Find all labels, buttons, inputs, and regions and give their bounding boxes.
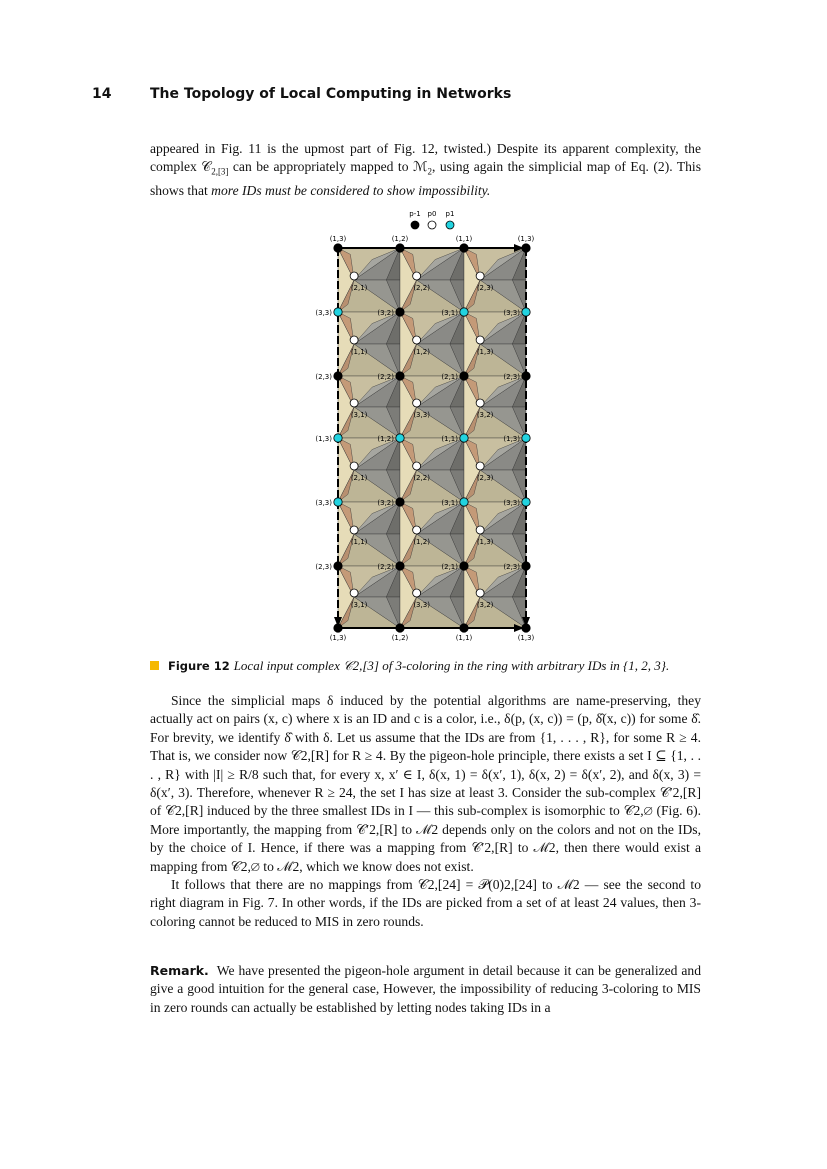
white-vertex [350, 462, 358, 470]
white-vertex [350, 526, 358, 534]
vertex-label: (3,3) [315, 309, 332, 317]
vertex [334, 308, 342, 316]
vertex [522, 308, 530, 316]
white-vertex [350, 272, 358, 280]
legend-label: p0 [427, 210, 437, 218]
vertex [334, 498, 342, 506]
vertex-label: (3,3) [503, 309, 520, 317]
vertex [460, 562, 468, 570]
vertex [522, 434, 530, 442]
white-vertex [413, 526, 421, 534]
vertex-label: (1,3) [329, 235, 347, 243]
vertex [460, 624, 468, 632]
figure-caption [150, 658, 710, 674]
paragraph-top-part2: can be appropriately mapped to ℳ [228, 159, 428, 175]
white-vertex [350, 589, 358, 597]
vertex [460, 434, 468, 442]
running-title: The Topology of Local Computing in Networks [150, 86, 512, 102]
white-vertex [476, 399, 484, 407]
vertex-label: (2,2) [377, 563, 394, 571]
vertex-label: (3,1) [350, 411, 368, 419]
vertex-label: (3,3) [413, 601, 430, 609]
vertex [460, 308, 468, 316]
vertex-label: (1,2) [391, 634, 409, 642]
vertex [396, 562, 404, 570]
vertex-label: (3,1) [350, 601, 368, 609]
vertex-label: (1,2) [377, 435, 394, 443]
vertex-label: (3,2) [377, 499, 394, 507]
legend-dot-icon [446, 221, 454, 229]
vertex-label: (1,3) [329, 634, 347, 642]
vertex-label: (2,2) [377, 373, 394, 381]
vertex [334, 562, 342, 570]
caption-marker-icon [150, 661, 159, 670]
figure-12 [308, 204, 548, 644]
vertex-label: (1,2) [413, 538, 430, 546]
vertex [522, 244, 530, 252]
vertex-label: (3,3) [315, 499, 332, 507]
remark [150, 962, 701, 1017]
white-vertex [413, 589, 421, 597]
vertex-label: (1,3) [503, 435, 520, 443]
paragraph: It follows that there are no mappings from 𝒞2,[24] = 𝒫(0)2,[24] to ℳ2 — see the second to right diagram in Fig. 7. In other words, if the IDs are picked from a set of at least 24 values, then 3-coloring cannot be reduced to MIS in zero rounds. [150, 877, 701, 929]
subscript: 2 [427, 167, 432, 178]
vertex-label: (1,1) [350, 538, 368, 546]
vertex [396, 624, 404, 632]
vertex [396, 434, 404, 442]
vertex-label: (3,2) [377, 309, 394, 317]
remark-text: We have presented the pigeon-hole argument in detail because it can be generalized and give a good intuition for the general case, However, the impossibility of reducing 3-coloring to MIS in zero rounds can actually be established by letting nodes taking IDs in a [150, 963, 701, 1015]
legend-label: p1 [445, 210, 455, 218]
vertex-label: (1,1) [350, 348, 368, 356]
white-vertex [413, 462, 421, 470]
page-number: 14 [92, 86, 112, 102]
vertex [396, 498, 404, 506]
vertex-label: (2,3) [315, 563, 332, 571]
vertex-label: (1,1) [455, 235, 473, 243]
legend-dot-icon [428, 221, 436, 229]
paragraph-main [150, 692, 701, 931]
vertex-label: (2,3) [503, 563, 520, 571]
white-vertex [476, 526, 484, 534]
legend-dot-icon [411, 221, 419, 229]
vertex-label: (2,3) [315, 373, 332, 381]
subscript: 2,[3] [211, 167, 229, 178]
vertex-label: (1,3) [476, 538, 494, 546]
vertex [460, 498, 468, 506]
vertex [334, 372, 342, 380]
white-vertex [476, 336, 484, 344]
vertex-label: (2,3) [503, 373, 520, 381]
vertex-label: (1,1) [455, 634, 473, 642]
paragraph-top-part3: , using again the simplicial map of Eq. (2). This shows that [150, 159, 701, 198]
caption-text: Local input complex 𝒞2,[3] of 3-coloring in the ring with arbitrary IDs in {1, 2, 3}. [233, 658, 670, 673]
white-vertex [413, 336, 421, 344]
white-vertex [350, 336, 358, 344]
white-vertex [413, 272, 421, 280]
vertex-label: (2,3) [476, 284, 494, 292]
vertex [460, 372, 468, 380]
vertex-label: (1,3) [476, 348, 494, 356]
vertex-label: (2,1) [441, 563, 458, 571]
vertex-label: (1,3) [315, 435, 332, 443]
vertex-label: (3,1) [441, 499, 458, 507]
vertex-label: (2,2) [413, 284, 430, 292]
white-vertex [476, 589, 484, 597]
vertex [334, 434, 342, 442]
vertex [396, 308, 404, 316]
vertex-label: (1,3) [517, 634, 535, 642]
vertex-label: (2,1) [350, 474, 368, 482]
white-vertex [476, 462, 484, 470]
vertex-label: (1,3) [517, 235, 535, 243]
caption-label: Figure 12 [168, 659, 230, 673]
vertex [522, 562, 530, 570]
white-vertex [476, 272, 484, 280]
legend [409, 210, 454, 229]
emphasis-text: more IDs must be considered to show impossibility. [211, 182, 491, 198]
vertex-label: (3,3) [503, 499, 520, 507]
vertex-label: (2,2) [413, 474, 430, 482]
vertex [522, 624, 530, 632]
vertex-label: (2,1) [350, 284, 368, 292]
vertex-label: (2,3) [476, 474, 494, 482]
remark-label: Remark. [150, 963, 209, 978]
paragraph-top-part1: appeared in Fig. 11 is the upmost part of Fig. 12, twisted.) Despite its apparent complexity, the complex 𝒞 [150, 141, 701, 175]
vertex-label: (3,1) [441, 309, 458, 317]
vertex-label: (1,2) [391, 235, 409, 243]
vertex [460, 244, 468, 252]
vertex-label: (1,2) [413, 348, 430, 356]
vertex [396, 372, 404, 380]
vertex-label: (2,1) [441, 373, 458, 381]
vertex [334, 624, 342, 632]
vertex-label: (3,3) [413, 411, 430, 419]
vertex-label: (3,2) [476, 601, 494, 609]
white-vertex [413, 399, 421, 407]
vertex [522, 498, 530, 506]
paragraph-top [150, 140, 701, 200]
vertex [396, 244, 404, 252]
vertex [334, 244, 342, 252]
vertex [522, 372, 530, 380]
vertex-label: (1,1) [441, 435, 458, 443]
legend-label: p-1 [409, 210, 421, 218]
paragraph: Since the simplicial maps δ induced by the potential algorithms are name-preserving, they actually act on pairs (x, c) where x is an ID and c is a color, i.e., δ(p, (x, c)) = (p, δ̂(x, c)) for some δ̂. For brevity, we identify δ̂ with δ. Let us assume that the IDs are from {1, . . . , R}, for some R ≥ 4. That is, we consider now 𝒞2,[R] for R ≥ 4. By the pigeon-hole principle, there exists a set I ⊆ {1, . . . , R} with |I| ≥ R/8 such that, for every x, x′ ∈ I, δ(x, 1) = δ(x′, 1), δ(x, 2) = δ(x′, 2), and δ(x, 3) = δ(x′, 3). Therefore, whenever R ≥ 24, the set I has size at least 3. Consider the sub-complex 𝒞′2,[R] of 𝒞2,[R] induced by the three smallest IDs in I — this sub-complex is isomorphic to 𝒞2,∅ (Fig. 6). More importantly, the mapping from 𝒞′2,[R] to ℳ2 depends only on the colors and not on the IDs, by the choice of I. Hence, if there was a mapping from 𝒞′2,[R] to ℳ2, then there would exist a mapping from 𝒞2,∅ to ℳ2, which we know does not exist. [150, 693, 701, 874]
white-vertex [350, 399, 358, 407]
vertex-label: (3,2) [476, 411, 494, 419]
simplicial-complex [338, 248, 526, 628]
